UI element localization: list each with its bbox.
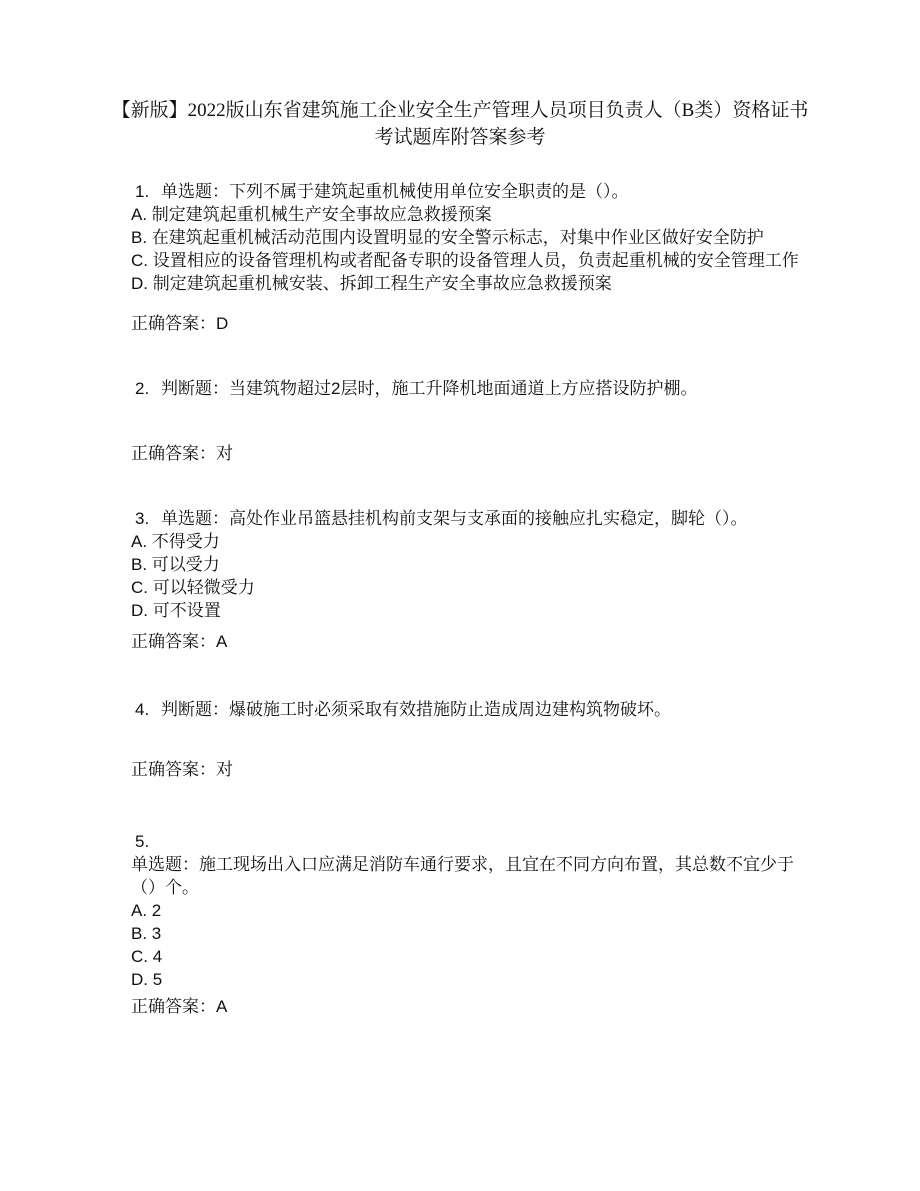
question-1-option-a: A. 制定建筑起重机械生产安全事故应急救援预案 (131, 205, 492, 224)
answer-value: A (216, 632, 228, 651)
answer-value: D (216, 314, 229, 333)
answer-label: 正确答案： (131, 444, 216, 463)
question-1 (131, 180, 803, 335)
question-3-option-c: C. 可以轻微受力 (131, 578, 255, 597)
answer-label: 正确答案： (131, 760, 216, 779)
question-2-number: 2. (135, 379, 150, 398)
question-1-stem (131, 180, 803, 203)
question-1-number: 1. (135, 182, 150, 201)
document-body (131, 180, 803, 1018)
answer-label: 正确答案： (131, 314, 216, 333)
question-4-number: 4. (135, 700, 150, 719)
question-5-option-d: D. 5 (131, 970, 163, 989)
question-3-answer (131, 630, 803, 653)
question-2-answer (131, 442, 803, 465)
question-1-option-b: B. 在建筑起重机械活动范围内设置明显的安全警示标志，对集中作业区做好安全防护 (131, 228, 764, 247)
question-4-stem (131, 698, 803, 721)
question-3 (131, 507, 803, 653)
question-2 (131, 377, 803, 465)
answer-value: 对 (216, 444, 233, 463)
question-5 (131, 830, 803, 1018)
question-3-number: 3. (135, 509, 150, 528)
question-5-answer (131, 995, 803, 1018)
question-3-option-a: A. 不得受力 (131, 532, 220, 551)
question-4-answer (131, 758, 803, 781)
document-title: 【新版】2022版山东省建筑施工企业安全生产管理人员项目负责人（B类）资格证书考试题库附答案参考 (111, 100, 809, 148)
question-4 (131, 698, 803, 781)
question-1-option-c: C. 设置相应的设备管理机构或者配备专职的设备管理人员，负责起重机械的安全管理工作 (131, 251, 799, 270)
answer-label: 正确答案： (131, 632, 216, 651)
question-5-stem (131, 830, 803, 899)
question-3-option-b: B. 可以受力 (131, 555, 220, 574)
question-4-stem-text: 判断题：爆破施工时必须采取有效措施防止造成周边建构筑物破坏。 (161, 700, 671, 719)
question-1-stem-text: 单选题：下列不属于建筑起重机械使用单位安全职责的是（）。 (161, 182, 629, 201)
question-5-stem-text: 单选题：施工现场出入口应满足消防车通行要求，且宜在不同方向布置，其总数不宜少于（）个。 (131, 855, 794, 897)
question-5-option-a: A. 2 (131, 901, 162, 920)
answer-value: 对 (216, 760, 233, 779)
answer-value: A (216, 997, 228, 1016)
question-1-option-d: D. 制定建筑起重机械安装、拆卸工程生产安全事故应急救援预案 (131, 274, 612, 293)
answer-label: 正确答案： (131, 997, 216, 1016)
question-3-stem (131, 507, 803, 530)
question-2-stem (131, 377, 803, 400)
question-5-number: 5. (135, 832, 150, 851)
question-5-option-c: C. 4 (131, 947, 163, 966)
question-3-stem-text: 单选题：高处作业吊篮悬挂机构前支架与支承面的接触应扎实稳定，脚轮（）。 (161, 509, 748, 528)
question-2-stem-text: 判断题：当建筑物超过2层时，施工升降机地面通道上方应搭设防护棚。 (161, 379, 698, 398)
question-5-option-b: B. 3 (131, 924, 162, 943)
question-3-option-d: D. 可不设置 (131, 601, 221, 620)
question-1-answer (131, 312, 803, 335)
